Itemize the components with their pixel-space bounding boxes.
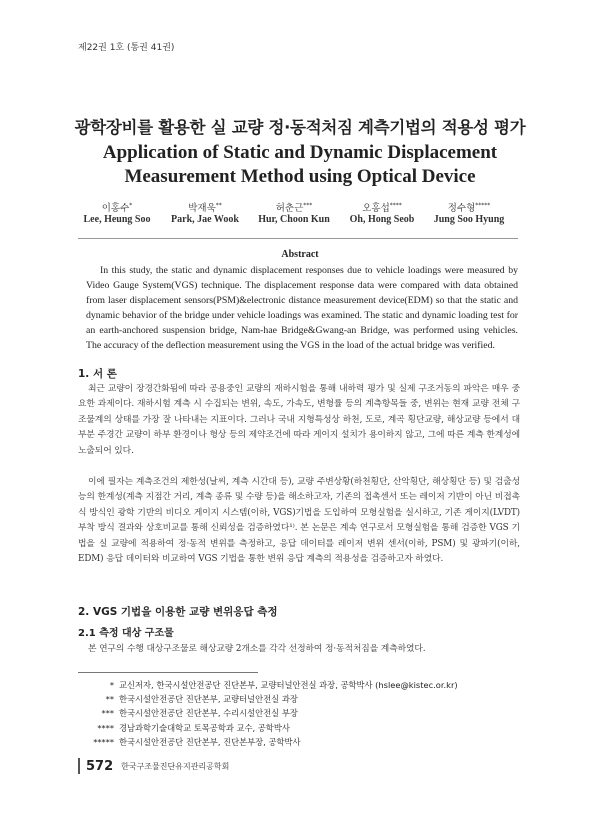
page-footer [78, 758, 229, 774]
author-name-ko: 이홍수 [101, 203, 130, 214]
author-4 [342, 200, 422, 225]
page-number: 572 [86, 758, 114, 774]
page-header-issue: 제22권 1호 (통권 41권) [78, 43, 175, 53]
title-english [90, 141, 510, 189]
author-name-en: Park, Jae Wook [171, 214, 239, 225]
abstract-heading: Abstract [281, 249, 319, 260]
author-name-en: Lee, Heung Soo [83, 214, 151, 225]
author-name-en: Oh, Hong Seob [349, 214, 415, 225]
footnote-text: 한국시설안전공단 진단본부, 진단본부장, 공학박사 [119, 736, 301, 747]
author-mark: ** [215, 201, 222, 209]
author-name-ko: 오홍섭 [362, 203, 390, 214]
author-name-ko: 박재욱 [188, 203, 216, 214]
author-name-ko: 정수형 [447, 203, 476, 214]
footnote-mark: * [109, 680, 114, 690]
title-korean: 광학장비를 활용한 실 교량 정·동적처짐 계측기법의 적용성 평가 [74, 118, 526, 137]
section-2-heading: 2. VGS 기법을 이용한 교량 변위응답 측정 [78, 606, 278, 618]
footnote-text: 경남과학기술대학교 토목공학과 교수, 공학박사 [119, 722, 290, 733]
section-1-heading: 1. 서 론 [78, 368, 117, 380]
footnote [78, 692, 518, 706]
author-5 [429, 200, 509, 225]
footnote [78, 735, 518, 749]
footnote [78, 678, 518, 692]
footnote-mark: **** [97, 722, 114, 733]
author-divider [78, 238, 518, 239]
author-mark: **** [389, 201, 402, 209]
footnote [78, 706, 518, 720]
footnote-divider [78, 672, 258, 673]
author-mark: * [129, 201, 133, 209]
section-2-paragraph-1: 본 연구의 수행 대상구조물로 해상교량 2개소를 각각 선정하여 정·동적처짐을 계측하였다. [88, 644, 426, 654]
footnote-text: 교신저자, 한국시설안전공단 진단본부, 교량터널안전실 과장, 공학박사 (hslee@kistec.or.kr) [119, 680, 458, 690]
author-name-ko: 허춘근 [275, 203, 304, 214]
footnote [78, 721, 518, 735]
footnote-mark: ** [105, 694, 114, 705]
author-2 [165, 200, 245, 225]
title-english-line1: Application of Static and Dynamic Displacement [102, 142, 498, 163]
footnote-mark: *** [101, 708, 114, 719]
footnote-text: 한국시설안전공단 진단본부, 수리시설안전실 부장 [119, 708, 298, 719]
footnote-text: 한국시설안전공단 진단본부, 교량터널안전실 과장 [119, 694, 298, 705]
section-1-paragraph-2: 이에 필자는 계측조건의 제한성(날씨, 계측 시간대 등), 교량 주변상황(하천횡단, 산악횡단, 해상횡단 등) 및 검출성능의 한계성(계측 지점간 거리, 계측 종류 및 수량 등)을 해소하고자, 기존의 접촉센서 또는 레이저 기반이 아닌 비접촉식 방식인 광학 기반의 비디오 게이지 시스템(이하, VGS)기법을 도입하여 모형실험을 실시하고, 기존 게이지(LVDT) 부착 방식 결과와 상호비교를 통해 신뢰성을 검증하였다¹⁾. 본 논문은 계속 연구로서 모형실험을 통해 검증한 VGS 기법을 실 교량에 적용하여 정·동적 변위를 측정하고, 응답 데이터를 레이저 변위 센서(이하, PSM) 및 광파기(이하, EDM) 응답 데이터와 비교하여 VGS 기법을 통한 변위 응답 계측의 적용성을 검증하고자 하였다. [78, 477, 520, 565]
footnote-list [78, 678, 518, 749]
author-3 [254, 200, 334, 225]
footer-bar [78, 758, 80, 774]
section-1-paragraph-1: 최근 교량이 장경간화됨에 따라 공용중인 교량의 재하시험을 통해 내하력 평가 및 실제 구조거동의 파악은 매우 중요한 과제이다. 재하시험 계측 시 수집되는 변위, 속도, 가속도, 변형률 등의 계측항목들 중, 변위는 현재 교량 전체 구조물계의 상태를 가장 잘 나타내는 지표이다. 그러나 국내 지형특성상 하천, 도로, 계곡 횡단교량, 해상교량 등에서 대부분 주경간 교량이 하부 환경이나 형상 등의 제약조건에 따라 게이지 설치가 용이하지 않고, 그에 따른 계측 한계성에 노출되어 있다. [78, 384, 520, 456]
author-name-en: Hur, Choon Kun [258, 214, 330, 225]
author-name-en: Jung Soo Hyung [433, 214, 505, 225]
footnote-mark: ***** [93, 736, 114, 747]
author-mark: ***** [475, 201, 491, 209]
author-mark: *** [303, 201, 313, 209]
abstract-text: In this study, the static and dynamic displacement responses due to vehicle loadings were measured by Video Gauge System(VGS) technique. The displacement response data were compared with data obtained from laser displacement sensors(PSM)&electronic distance measurement device(EDM) so that the static and dynamic behavior of the bridge under vehicle loadings was examined. The static and dynamic loading test for an earth-anchored suspension bridge, Nam-hae Bridge&Gwang-an Bridge, was performed using vehicles. The accuracy of the deflection measurement using the VGS in the load of the actual bridge was verified. [86, 265, 518, 351]
section-2-1-heading: 2.1 측정 대상 구조물 [78, 628, 174, 639]
journal-name: 한국구조물진단유지관리공학회 [121, 761, 230, 771]
author-1 [77, 200, 157, 225]
title-english-line2: Measurement Method using Optical Device [124, 166, 476, 187]
